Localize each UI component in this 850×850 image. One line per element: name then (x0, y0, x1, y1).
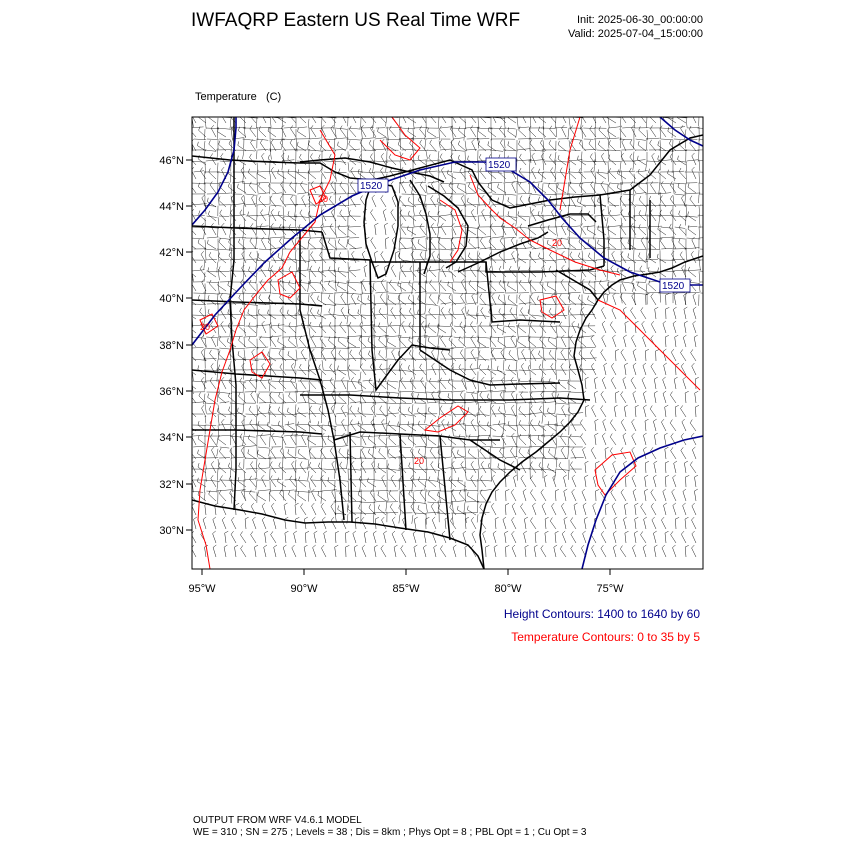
lon-tick-label: 80°W (494, 583, 522, 595)
temperature-label: 20 (414, 456, 425, 466)
lat-tick-label: 44°N (159, 201, 184, 213)
lat-tick-label: 46°N (159, 155, 184, 167)
init-time: Init: 2025-06-30_00:00:00 (577, 14, 703, 26)
height-label: 1520 (662, 281, 685, 292)
temperature-label: 20 (200, 322, 211, 332)
lat-tick-label: 38°N (159, 340, 184, 352)
longitude-axis (188, 569, 624, 595)
temperature-label: 20 (552, 238, 563, 248)
lon-tick-label: 90°W (290, 583, 318, 595)
lat-tick-label: 42°N (159, 247, 184, 259)
model-version: OUTPUT FROM WRF V4.6.1 MODEL (193, 815, 362, 826)
height-label: 1520 (360, 181, 383, 192)
lat-tick-label: 30°N (159, 525, 184, 537)
temperature-legend: Temperature Contours: 0 to 35 by 5 (511, 630, 700, 644)
lat-tick-label: 36°N (159, 386, 184, 398)
latitude-axis (159, 155, 192, 537)
lon-tick-label: 95°W (188, 583, 216, 595)
lon-tick-label: 75°W (596, 583, 624, 595)
lat-tick-label: 32°N (159, 479, 184, 491)
lon-tick-label: 85°W (392, 583, 420, 595)
height-legend: Height Contours: 1400 to 1640 by 60 (503, 607, 700, 621)
model-info (193, 815, 586, 839)
lat-tick-label: 40°N (159, 293, 184, 305)
chart-title: IWFAQRP Eastern US Real Time WRF (191, 10, 521, 31)
height-label: 1520 (488, 160, 511, 171)
valid-time: Valid: 2025-07-04_15:00:00 (568, 28, 703, 40)
lat-tick-label: 34°N (159, 432, 184, 444)
map-background (192, 117, 703, 569)
model-config: WE = 310 ; SN = 275 ; Levels = 38 ; Dis = 8km ; Phys Opt = 8 ; PBL Opt = 1 ; Cu Opt = 3 (193, 827, 587, 838)
temperature-label: 20 (318, 194, 329, 204)
field-temperature: Temperature (C) (195, 91, 282, 103)
